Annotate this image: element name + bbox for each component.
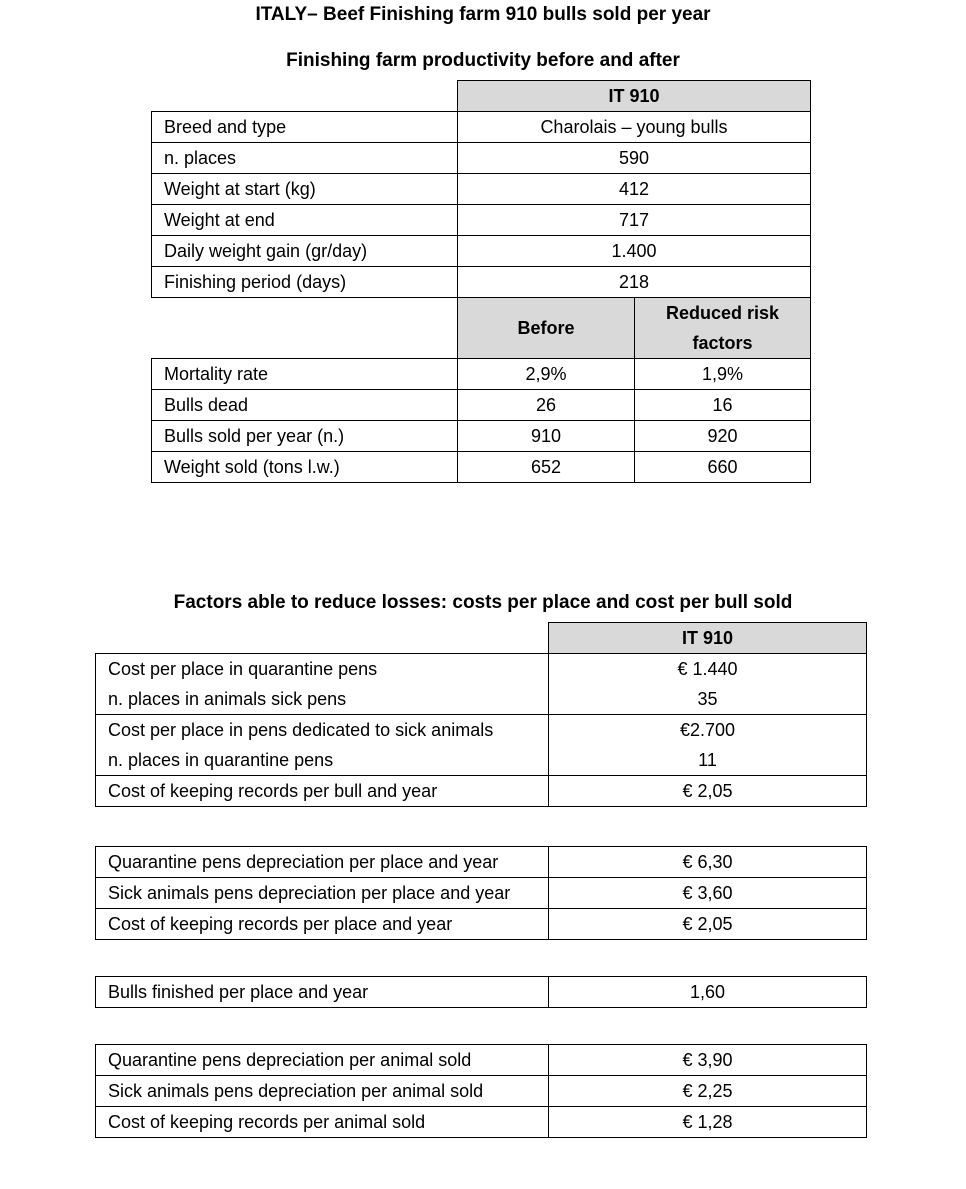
row-label — [96, 654, 549, 715]
row-value: € 3,90 — [549, 1045, 867, 1076]
row-label: Weight at end — [152, 205, 458, 236]
quarantine-places-label: n. places in quarantine pens — [108, 750, 334, 770]
sick-cost-label: Cost per place in pens dedicated to sick animals — [108, 720, 494, 740]
sick-places-value: 35 — [697, 689, 718, 709]
table-row — [152, 205, 811, 236]
before-header: Before — [458, 298, 635, 359]
factors-table-title: Factors able to reduce losses: costs per place and cost per bull sold — [173, 592, 793, 613]
row-value: € 3,60 — [549, 878, 867, 909]
quarantine-cost-value: € 1.440 — [677, 659, 738, 679]
after-value: 660 — [635, 452, 811, 483]
table-row — [96, 909, 867, 940]
before-value: 652 — [458, 452, 635, 483]
after-value: 16 — [635, 390, 811, 421]
row-label: Bulls finished per place and year — [96, 977, 549, 1008]
table-row — [96, 878, 867, 909]
table-row — [96, 1107, 867, 1138]
row-label — [96, 715, 549, 776]
table-row — [96, 654, 867, 715]
table-row — [96, 1076, 867, 1107]
before-value: 2,9% — [458, 359, 635, 390]
main-title: ITALY– Beef Finishing farm 910 bulls sold per year — [255, 4, 711, 25]
row-value: 218 — [458, 267, 811, 298]
row-value: 717 — [458, 205, 811, 236]
table-row — [152, 267, 811, 298]
row-label: Quarantine pens depreciation per animal sold — [96, 1045, 549, 1076]
table-row — [152, 390, 811, 421]
row-value: € 2,05 — [549, 909, 867, 940]
row-label: Quarantine pens depreciation per place and year — [96, 847, 549, 878]
row-label: Bulls dead — [152, 390, 458, 421]
depreciation-per-animal-table — [95, 1044, 867, 1138]
sick-cost-value: €2.700 — [679, 720, 736, 740]
row-label: n. places — [152, 143, 458, 174]
sick-places-label: n. places in animals sick pens — [108, 689, 347, 709]
productivity-table — [151, 80, 811, 483]
after-value: 920 — [635, 421, 811, 452]
table-row — [96, 776, 867, 807]
row-value: € 6,30 — [549, 847, 867, 878]
row-label: Weight sold (tons l.w.) — [152, 452, 458, 483]
bulls-finished-table — [95, 976, 867, 1008]
row-label: Cost of keeping records per place and year — [96, 909, 549, 940]
before-value: 910 — [458, 421, 635, 452]
table-row — [152, 174, 811, 205]
row-label: Finishing period (days) — [152, 267, 458, 298]
table-row — [152, 421, 811, 452]
row-value: 1,60 — [549, 977, 867, 1008]
table-row — [152, 452, 811, 483]
row-label: Cost of keeping records per animal sold — [96, 1107, 549, 1138]
table-row — [152, 298, 811, 359]
records-value: € 2,05 — [549, 776, 867, 807]
row-value — [549, 654, 867, 715]
table-row — [96, 847, 867, 878]
table-row — [96, 623, 867, 654]
after-value: 1,9% — [635, 359, 811, 390]
row-value: 1.400 — [458, 236, 811, 267]
row-value: € 1,28 — [549, 1107, 867, 1138]
row-value: 590 — [458, 143, 811, 174]
row-value: Charolais – young bulls — [458, 112, 811, 143]
table-row — [152, 143, 811, 174]
table-row — [152, 81, 811, 112]
column-header: IT 910 — [549, 623, 867, 654]
before-value: 26 — [458, 390, 635, 421]
depreciation-per-place-table — [95, 846, 867, 940]
row-label: Mortality rate — [152, 359, 458, 390]
row-value: € 2,25 — [549, 1076, 867, 1107]
row-label: Bulls sold per year (n.) — [152, 421, 458, 452]
row-label: Daily weight gain (gr/day) — [152, 236, 458, 267]
table-row — [96, 977, 867, 1008]
row-value: 412 — [458, 174, 811, 205]
row-label: Breed and type — [152, 112, 458, 143]
row-label: Weight at start (kg) — [152, 174, 458, 205]
reduced-risk-header-line2: factors — [692, 333, 753, 353]
row-label: Sick animals pens depreciation per place and year — [96, 878, 549, 909]
reduced-risk-header-line1: Reduced risk — [665, 303, 780, 323]
table-row — [152, 359, 811, 390]
table-row — [96, 1045, 867, 1076]
quarantine-places-value: 11 — [698, 750, 717, 770]
table-row — [96, 715, 867, 776]
column-header: IT 910 — [458, 81, 811, 112]
factors-cost-table — [95, 622, 867, 807]
table-row — [152, 112, 811, 143]
row-label: Sick animals pens depreciation per animal sold — [96, 1076, 549, 1107]
row-value — [549, 715, 867, 776]
productivity-table-title: Finishing farm productivity before and after — [286, 50, 680, 71]
records-label: Cost of keeping records per bull and year — [96, 776, 549, 807]
quarantine-cost-label: Cost per place in quarantine pens — [108, 659, 378, 679]
reduced-risk-header — [635, 298, 811, 359]
table-row — [152, 236, 811, 267]
